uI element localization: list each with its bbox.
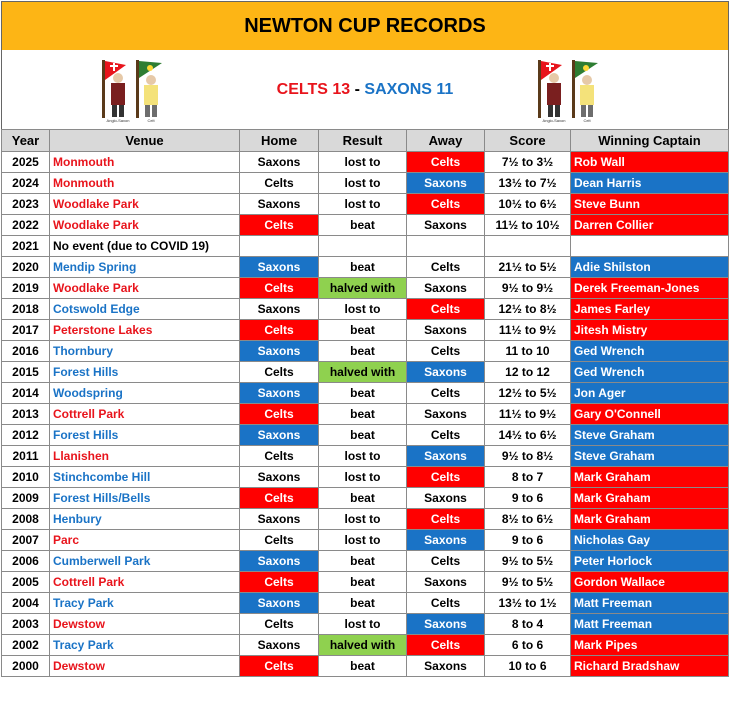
home-team-cell: Celts	[240, 173, 319, 194]
score-cell: 8 to 7	[485, 467, 571, 488]
table-row	[2, 488, 729, 509]
result-cell: beat	[319, 593, 407, 614]
winning-captain-cell: Ged Wrench	[571, 362, 729, 383]
score-cell: 9½ to 8½	[485, 446, 571, 467]
home-team-cell: Celts	[240, 614, 319, 635]
result-cell: lost to	[319, 299, 407, 320]
home-team-cell: Saxons	[240, 341, 319, 362]
result-cell: beat	[319, 257, 407, 278]
year-cell: 2016	[2, 341, 50, 362]
away-team-cell: Celts	[407, 509, 485, 530]
winning-captain-cell: Jitesh Mistry	[571, 320, 729, 341]
header-row	[2, 130, 729, 152]
home-team-cell: Saxons	[240, 635, 319, 656]
winning-captain-cell: Adie Shilston	[571, 257, 729, 278]
venue-cell: Forest Hills	[50, 425, 240, 446]
away-team-cell	[407, 236, 485, 257]
winning-captain-cell: Matt Freeman	[571, 593, 729, 614]
score-cell: 10 to 6	[485, 656, 571, 677]
column-header-venue: Venue	[50, 130, 240, 152]
venue-cell: Henbury	[50, 509, 240, 530]
away-team-cell: Saxons	[407, 278, 485, 299]
table-row	[2, 173, 729, 194]
year-cell: 2006	[2, 551, 50, 572]
year-cell: 2023	[2, 194, 50, 215]
table-row	[2, 530, 729, 551]
venue-cell: Cottrell Park	[50, 572, 240, 593]
table-row	[2, 446, 729, 467]
saxons-total: SAXONS 11	[364, 81, 454, 98]
result-cell: lost to	[319, 173, 407, 194]
year-cell: 2002	[2, 635, 50, 656]
venue-cell: Cumberwell Park	[50, 551, 240, 572]
score-cell: 12½ to 5½	[485, 383, 571, 404]
away-team-cell: Saxons	[407, 404, 485, 425]
table-row	[2, 425, 729, 446]
home-team-cell: Saxons	[240, 467, 319, 488]
result-cell: beat	[319, 215, 407, 236]
score-cell: 13½ to 1½	[485, 593, 571, 614]
celts-total: CELTS 13	[276, 81, 351, 98]
venue-cell: Monmouth	[50, 173, 240, 194]
venue-cell: No event (due to COVID 19)	[50, 236, 240, 257]
away-team-cell: Celts	[407, 257, 485, 278]
mascot-caption-celt: Celt	[583, 118, 591, 123]
winning-captain-cell: Gary O'Connell	[571, 404, 729, 425]
score-cell: 12 to 12	[485, 362, 571, 383]
score-cell: 9½ to 5½	[485, 572, 571, 593]
away-team-cell: Saxons	[407, 215, 485, 236]
away-team-cell: Saxons	[407, 614, 485, 635]
winning-captain-cell: Darren Collier	[571, 215, 729, 236]
result-cell: lost to	[319, 194, 407, 215]
year-cell: 2003	[2, 614, 50, 635]
away-team-cell: Saxons	[407, 320, 485, 341]
away-team-cell: Celts	[407, 383, 485, 404]
table-row	[2, 635, 729, 656]
winning-captain-cell: Gordon Wallace	[571, 572, 729, 593]
result-cell: lost to	[319, 509, 407, 530]
result-cell: beat	[319, 551, 407, 572]
year-cell: 2020	[2, 257, 50, 278]
winning-captain-cell: Mark Graham	[571, 488, 729, 509]
result-cell: beat	[319, 656, 407, 677]
away-team-cell: Celts	[407, 299, 485, 320]
year-cell: 2013	[2, 404, 50, 425]
winning-captain-cell: James Farley	[571, 299, 729, 320]
table-row	[2, 320, 729, 341]
winning-captain-cell: Richard Bradshaw	[571, 656, 729, 677]
result-cell: beat	[319, 488, 407, 509]
venue-cell: Llanishen	[50, 446, 240, 467]
column-header-winning-captain: Winning Captain	[571, 130, 729, 152]
venue-cell: Cotswold Edge	[50, 299, 240, 320]
table-row	[2, 404, 729, 425]
venue-cell: Thornbury	[50, 341, 240, 362]
score-cell: 10½ to 6½	[485, 194, 571, 215]
home-team-cell: Saxons	[240, 257, 319, 278]
away-team-cell: Saxons	[407, 488, 485, 509]
table-row	[2, 551, 729, 572]
score-cell: 6 to 6	[485, 635, 571, 656]
year-cell: 2025	[2, 152, 50, 173]
home-team-cell: Saxons	[240, 425, 319, 446]
winning-captain-cell: Mark Graham	[571, 509, 729, 530]
table-row	[2, 236, 729, 257]
score-cell: 9½ to 5½	[485, 551, 571, 572]
result-cell: lost to	[319, 530, 407, 551]
home-team-cell: Celts	[240, 656, 319, 677]
winning-captain-cell: Mark Graham	[571, 467, 729, 488]
column-header-home: Home	[240, 130, 319, 152]
home-team-cell: Saxons	[240, 383, 319, 404]
home-team-cell: Saxons	[240, 593, 319, 614]
score-cell: 9 to 6	[485, 488, 571, 509]
score-cell: 11½ to 9½	[485, 404, 571, 425]
result-cell: beat	[319, 320, 407, 341]
score-cell: 8 to 4	[485, 614, 571, 635]
mascot-pair-image	[532, 56, 606, 124]
winning-captain-cell: Dean Harris	[571, 173, 729, 194]
score-cell: 12½ to 8½	[485, 299, 571, 320]
year-cell: 2004	[2, 593, 50, 614]
table-row	[2, 194, 729, 215]
column-header-away: Away	[407, 130, 485, 152]
winning-captain-cell: Ged Wrench	[571, 341, 729, 362]
score-cell: 9½ to 9½	[485, 278, 571, 299]
year-cell: 2019	[2, 278, 50, 299]
winning-captain-cell: Jon Ager	[571, 383, 729, 404]
result-cell: lost to	[319, 446, 407, 467]
table-row	[2, 362, 729, 383]
winning-captain-cell: Steve Graham	[571, 425, 729, 446]
winning-captain-cell: Derek Freeman-Jones	[571, 278, 729, 299]
year-cell: 2009	[2, 488, 50, 509]
away-team-cell: Celts	[407, 635, 485, 656]
venue-cell: Woodlake Park	[50, 194, 240, 215]
table-row	[2, 152, 729, 173]
mascot-caption-saxon: Anglo-Saxon	[106, 118, 130, 123]
year-cell: 2014	[2, 383, 50, 404]
score-cell: 11½ to 10½	[485, 215, 571, 236]
home-team-cell: Celts	[240, 320, 319, 341]
venue-cell: Parc	[50, 530, 240, 551]
score-cell: 14½ to 6½	[485, 425, 571, 446]
table-row	[2, 215, 729, 236]
year-cell: 2021	[2, 236, 50, 257]
home-team-cell: Celts	[240, 215, 319, 236]
away-team-cell: Celts	[407, 341, 485, 362]
score-banner	[1, 50, 729, 129]
score-cell: 9 to 6	[485, 530, 571, 551]
home-team-cell: Saxons	[240, 299, 319, 320]
venue-cell: Peterstone Lakes	[50, 320, 240, 341]
result-cell: halved with	[319, 362, 407, 383]
result-cell	[319, 236, 407, 257]
year-cell: 2017	[2, 320, 50, 341]
table-row	[2, 341, 729, 362]
away-team-cell: Saxons	[407, 656, 485, 677]
winning-captain-cell: Steve Bunn	[571, 194, 729, 215]
home-team-cell: Celts	[240, 278, 319, 299]
away-team-cell: Saxons	[407, 572, 485, 593]
year-cell: 2005	[2, 572, 50, 593]
year-cell: 2024	[2, 173, 50, 194]
table-row	[2, 614, 729, 635]
venue-cell: Woodlake Park	[50, 278, 240, 299]
venue-cell: Mendip Spring	[50, 257, 240, 278]
column-header-year: Year	[2, 130, 50, 152]
venue-cell: Monmouth	[50, 152, 240, 173]
venue-cell: Woodspring	[50, 383, 240, 404]
away-team-cell: Celts	[407, 593, 485, 614]
away-team-cell: Celts	[407, 152, 485, 173]
away-team-cell: Celts	[407, 551, 485, 572]
winning-captain-cell: Mark Pipes	[571, 635, 729, 656]
home-team-cell: Celts	[240, 530, 319, 551]
home-team-cell: Saxons	[240, 509, 319, 530]
result-cell: lost to	[319, 467, 407, 488]
venue-cell: Woodlake Park	[50, 215, 240, 236]
result-cell: halved with	[319, 635, 407, 656]
home-team-cell: Celts	[240, 446, 319, 467]
venue-cell: Dewstow	[50, 614, 240, 635]
result-cell: lost to	[319, 614, 407, 635]
result-cell: beat	[319, 341, 407, 362]
home-team-cell: Celts	[240, 488, 319, 509]
score-separator: -	[350, 81, 365, 98]
venue-cell: Dewstow	[50, 656, 240, 677]
table-row	[2, 467, 729, 488]
table-row	[2, 257, 729, 278]
winning-captain-cell: Steve Graham	[571, 446, 729, 467]
winning-captain-cell: Matt Freeman	[571, 614, 729, 635]
home-team-cell	[240, 236, 319, 257]
mascot-caption-celt: Celt	[147, 118, 155, 123]
away-team-cell: Saxons	[407, 530, 485, 551]
year-cell: 2008	[2, 509, 50, 530]
table-row	[2, 572, 729, 593]
result-cell: beat	[319, 404, 407, 425]
score-cell: 7½ to 3½	[485, 152, 571, 173]
winning-captain-cell: Peter Horlock	[571, 551, 729, 572]
records-body	[2, 152, 729, 677]
score-cell: 8½ to 6½	[485, 509, 571, 530]
score-cell: 11 to 10	[485, 341, 571, 362]
score-cell: 13½ to 7½	[485, 173, 571, 194]
venue-cell: Forest Hills	[50, 362, 240, 383]
table-row	[2, 383, 729, 404]
away-team-cell: Celts	[407, 194, 485, 215]
mascot-caption-saxon: Anglo-Saxon	[542, 118, 566, 123]
column-header-result: Result	[319, 130, 407, 152]
away-team-cell: Saxons	[407, 446, 485, 467]
winning-captain-cell: Nicholas Gay	[571, 530, 729, 551]
venue-cell: Tracy Park	[50, 635, 240, 656]
year-cell: 2012	[2, 425, 50, 446]
table-row	[2, 509, 729, 530]
venue-cell: Forest Hills/Bells	[50, 488, 240, 509]
year-cell: 2015	[2, 362, 50, 383]
year-cell: 2000	[2, 656, 50, 677]
venue-cell: Stinchcombe Hill	[50, 467, 240, 488]
home-team-cell: Celts	[240, 572, 319, 593]
year-cell: 2022	[2, 215, 50, 236]
away-team-cell: Saxons	[407, 362, 485, 383]
table-row	[2, 278, 729, 299]
column-header-score: Score	[485, 130, 571, 152]
venue-cell: Tracy Park	[50, 593, 240, 614]
winning-captain-cell: Rob Wall	[571, 152, 729, 173]
score-cell: 21½ to 5½	[485, 257, 571, 278]
overall-score	[2, 81, 728, 99]
year-cell: 2007	[2, 530, 50, 551]
year-cell: 2011	[2, 446, 50, 467]
venue-cell: Cottrell Park	[50, 404, 240, 425]
away-team-cell: Celts	[407, 425, 485, 446]
year-cell: 2018	[2, 299, 50, 320]
home-team-cell: Saxons	[240, 194, 319, 215]
score-cell	[485, 236, 571, 257]
winning-captain-cell	[571, 236, 729, 257]
result-cell: beat	[319, 425, 407, 446]
home-team-cell: Saxons	[240, 551, 319, 572]
page-title: NEWTON CUP RECORDS	[1, 1, 729, 51]
home-team-cell: Celts	[240, 362, 319, 383]
away-team-cell: Celts	[407, 467, 485, 488]
score-cell: 11½ to 9½	[485, 320, 571, 341]
table-row	[2, 299, 729, 320]
away-team-cell: Saxons	[407, 173, 485, 194]
home-team-cell: Saxons	[240, 152, 319, 173]
result-cell: halved with	[319, 278, 407, 299]
result-cell: beat	[319, 572, 407, 593]
year-cell: 2010	[2, 467, 50, 488]
table-row	[2, 593, 729, 614]
home-team-cell: Celts	[240, 404, 319, 425]
records-table	[1, 129, 729, 677]
result-cell: lost to	[319, 152, 407, 173]
result-cell: beat	[319, 383, 407, 404]
table-row	[2, 656, 729, 677]
